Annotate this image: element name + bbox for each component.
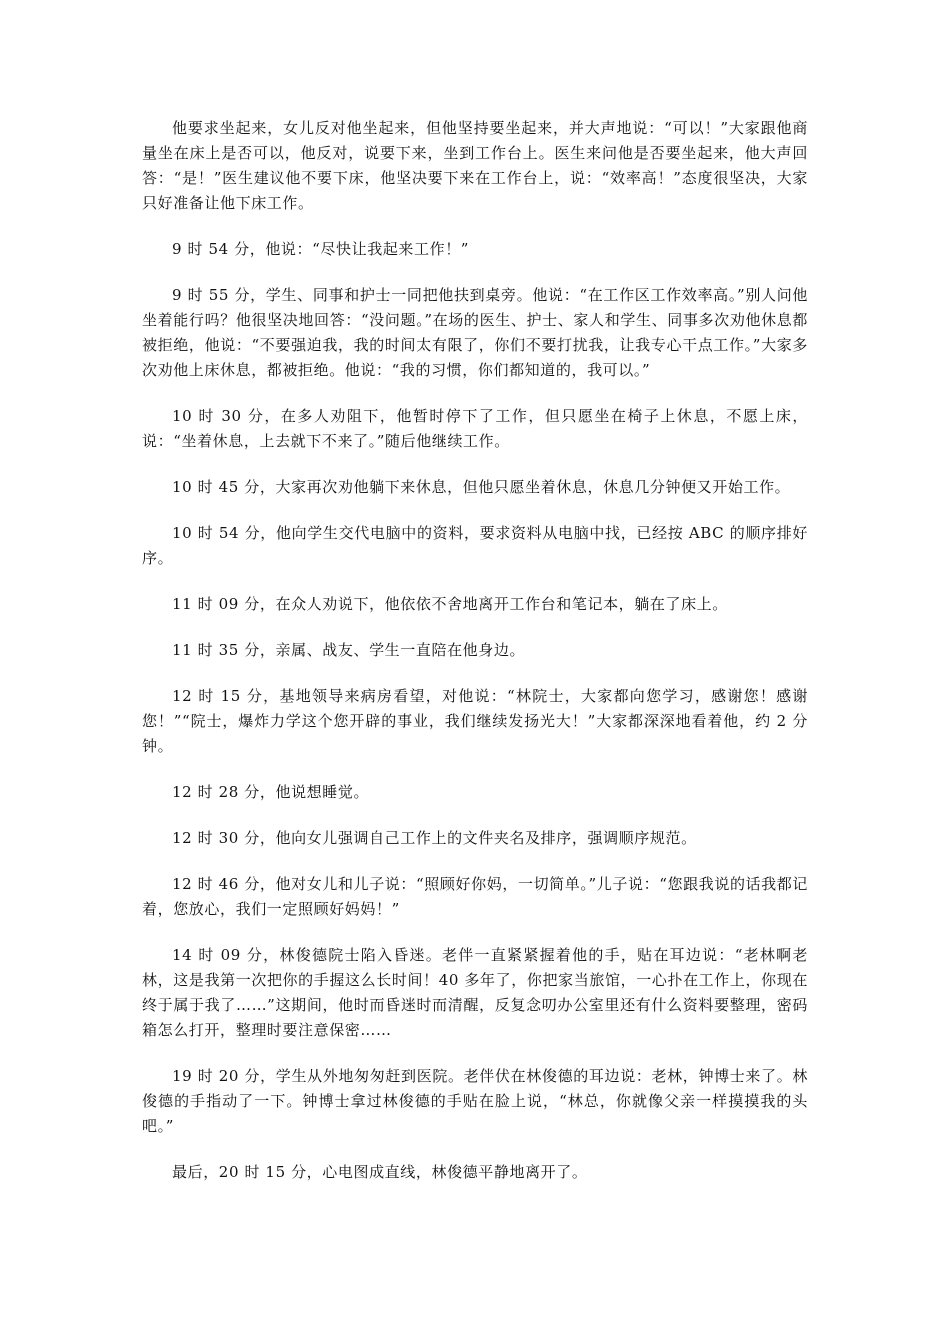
paragraph-1109: 11 时 09 分，在众人劝说下，他依依不舍地离开工作台和笔记本，躺在了床上。: [172, 595, 728, 613]
paragraph-1920: 19 时 20 分，学生从外地匆匆赶到医院。老伴伏在林俊德的耳边说：老林，钟博士来了。林俊德的手指动了一下。钟博士拿过林俊德的手贴在脸上说，“林总，你就像父亲一样摸摸我的头吧。”: [142, 1067, 808, 1135]
paragraph-1045: 10 时 45 分，大家再次劝他躺下来休息，但他只愿坐着休息，休息几分钟便又开始工作。: [172, 478, 791, 496]
paragraph-1215: 12 时 15 分，基地领导来病房看望，对他说：“林院士，大家都向您学习，感谢您！感谢您！”“院士，爆炸力学这个您开辟的事业，我们继续发扬光大！”大家都深深地看着他，约 2 分钟。: [142, 687, 808, 755]
paragraph-0955: 9 时 55 分，学生、同事和护士一同把他扶到桌旁。他说：“在工作区工作效率高。”别人问他坐着能行吗？他很坚决地回答：“没问题。”在场的医生、护士、家人和学生、同事多次劝他休息都被拒绝，他说：“不要强迫我，我的时间太有限了，你们不要打扰我，让我专心干点工作。”大家多次劝他上床休息，都被拒绝。他说：“我的习惯，你们都知道的，我可以。”: [142, 286, 808, 379]
document-page: [142, 116, 808, 1206]
paragraph-1246: 12 时 46 分，他对女儿和儿子说：“照顾好你妈，一切简单。”儿子说：“您跟我说的话我都记着，您放心，我们一定照顾好妈妈！”: [142, 875, 808, 918]
paragraph-final: 最后，20 时 15 分，心电图成直线，林俊德平静地离开了。: [172, 1163, 588, 1181]
paragraph-1230: 12 时 30 分，他向女儿强调自己工作上的文件夹名及排序，强调顺序规范。: [172, 829, 697, 847]
paragraph-1228: 12 时 28 分，他说想睡觉。: [172, 783, 370, 801]
paragraph-1409: 14 时 09 分，林俊德院士陷入昏迷。老伴一直紧紧握着他的手，贴在耳边说：“老林啊老林，这是我第一次把你的手握这么长时间！40 多年了，你把家当旅馆，一心扑在工作上，你现在终于属于我了……”这期间，他时而昏迷时而清醒，反复念叨办公室里还有什么资料要整理，密码箱怎么打开，整理时要注意保密……: [142, 946, 808, 1039]
paragraph-intro: 他要求坐起来，女儿反对他坐起来，但他坚持要坐起来，并大声地说：“可以！”大家跟他商量坐在床上是否可以，他反对，说要下来，坐到工作台上。医生来问他是否要坐起来，他大声回答：“是！”医生建议他不要下床，他坚决要下来在工作台上，说：“效率高！”态度很坚决，大家只好准备让他下床工作。: [142, 119, 808, 212]
paragraph-1054: 10 时 54 分，他向学生交代电脑中的资料，要求资料从电脑中找，已经按 ABC 的顺序排好序。: [142, 524, 808, 567]
paragraph-0954: 9 时 54 分，他说：“尽快让我起来工作！”: [172, 240, 470, 258]
paragraph-1030: 10 时 30 分，在多人劝阻下，他暂时停下了工作，但只愿坐在椅子上休息，不愿上床，说：“坐着休息，上去就下不来了。”随后他继续工作。: [142, 407, 808, 450]
paragraph-1135: 11 时 35 分，亲属、战友、学生一直陪在他身边。: [172, 641, 526, 659]
